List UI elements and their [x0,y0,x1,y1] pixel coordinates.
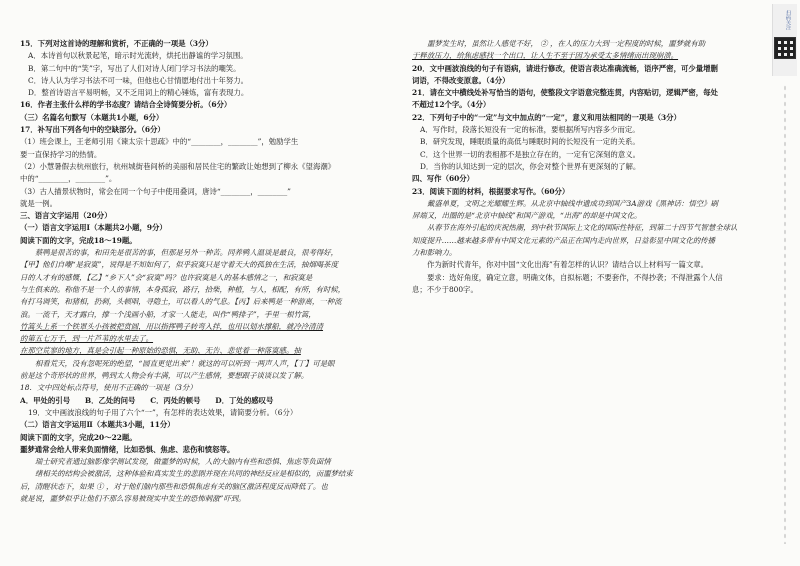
q18-options: 19．文中画波浪线的句子用了六个“一”，有怎样的表达效果，请简要分析。（6分） [28,407,298,417]
q17-item-1: （1）班会课上，王老师引用《谏太宗十思疏》中的“________，________”，勉励学生 [20,137,299,147]
q20-title-cont: 词语，不得改变原意。（4分） [412,75,510,85]
q17-item-3: （3）古人描景状物时，常会在同一个句子中使用叠词，唐诗“________，________” [20,186,291,196]
q18-title: A．甲处的引号 B．乙处的问号 C．丙处的顿号 D．丁处的感叹号 [20,395,274,405]
passage-2-line: 就是说，噩梦似乎让他们不那么容易被现实中发生的恐怖刺激”吓到。 [20,493,246,503]
section-recitation: （三）名篇名句默写（本题共1小题，6分） [20,112,164,122]
q22-option-b: B．研究发现，睡眠质量的高低与睡眠时间的长短没有一定的关系。 [420,137,640,147]
section-writing: 四、写作（60分） [412,174,475,184]
q15-title: 15．下列对这首诗的理解和赏析，不正确的一项是（3分） [20,39,213,48]
q17-item-3-cont: 就是一例。 [20,198,57,208]
section-language-use-1: （一）语言文字运用Ⅰ（本题共2小题，9分） [20,223,167,233]
passage-1-line: 有打马调笑，和猪相，扔刺，头顿唱，寻隐土，可以看人的气息。【丙】后来鸭是一种游离，一种流 [20,297,342,307]
q23-title: 23．阅读下面的材料，根据要求写作。（60分） [412,186,570,196]
passage-1-underlined-line: 竹篙头上系一个铁罩头小孩被把赏圆，用以指挥鸭子转弯入拌，也用以划水撑船，就冷冷清清 [20,321,324,331]
q17-item-2: （2）小慧暑假去杭州旅行，杭州城街巷间桥的美丽和居民住宅的繁政让她想到了柳永《望海潮》 [20,161,336,171]
passage-2-line: 后，清醒状态下，如果 ① ，对于他们脑内那些和恐惧焦虑有关的脑区激活程度反而降低了。也 [20,481,328,491]
passage-2-line: 绪相关的结构会被激活，这种体验和真实发生的悲剧并现在共同的神经反应是相似的，而噩梦结束 [35,469,353,479]
q22-title: 22．下列句子中的“一定”与文中加点的“一定”，意义和用法相同的一项是（3分） [412,112,681,122]
q23-requirements-cont: 息；不少于800字。 [412,284,478,294]
right-column [412,38,772,296]
q15-option-a: A．本诗首句以秋景起笔，暗示时光流转，烘托出静谧的学习氛围。 [28,51,248,61]
q22-option-c: C．这个世界一切的表相都不是独立存在的，一定有它深刻的意义。 [420,149,640,159]
passage-1-line: 相看荒天，没有忽呢死的绝望，“圆直更觉出来”！就这的可以听到一两声人声，【丁】可是眼 [35,358,335,368]
q23-prompt: 作为新时代青年，你对中国“文化出海”有着怎样的认识？请结合以上材料写一篇文章。 [427,260,709,270]
passage-2-cont: 于释放压力，给焦虑感找一个出口，让人生不至于因为承受太多情绪而出现崩溃。 [412,51,679,61]
passage-1-line: 与生俱来的。称他不是一个人的事情，本身孤寂，路行，拾柴，种植，与人，相配，有所，有时候， [20,284,346,294]
left-column [20,38,392,505]
reading-instruction-2: 噩梦通常会给人带来负面情绪，比如恐惧、焦虑、悲伤和愤怒等。 [20,444,235,454]
section-language-use-2: 阅读下面的文字，完成20～22题。 [20,432,137,442]
q23-material: 知度提升……越来越多带有中国文化元素的产品正在国内走向世界，日益彰显中国文化的传播 [412,235,716,245]
q22-option-a: A．写作时，段落长短没有一定的标准，要根据所写内容多少而定。 [420,125,640,135]
qr-tag-text: 扫码关注 [785,10,791,30]
passage-1-line: 浪。一流千，天才露白，撑一个浅画小船，才家一人能走，叫作“鸭排子”，手里一根竹篙， [20,309,316,319]
q15-option-d: D．整首诗语言平易明畅，又不乏用词上的精心锤炼，富有表现力。 [28,88,249,98]
q20-title: 20．文中画波浪线的句子有语病，请进行修改，使语言表达准确流畅，语序严密，可少量增删 [412,63,718,73]
passage-1-underlined-line: 的第五七万千，到一片芦苇的水里去了。 [20,334,154,344]
q23-material: 屏端又，出圈的是“北京中轴线”和国产游戏，“出海”的却是中国文化。 [412,211,642,221]
q23-material: 从春节在海外引起的庆祝热潮，到中秋节国际上文化的国际性特征，到第二十四节气智慧全球认 [427,223,738,233]
passage-2-line: 瑞士研究者通过脑影像学测试发现，做噩梦的时候，人的大脑内有些和恐惧、焦虑等负面情 [35,457,331,467]
q15-option-b: B．第二句中的“笑”字，写出了人们对诗人闭门学习书法的嘲笑。 [28,63,241,73]
q17-title: 17．补写出下列各句中的空缺部分。（6分） [20,125,165,135]
q19-title: （二）语言文字运用Ⅱ（本题共3小题，11分） [20,420,175,430]
qr-code-strip [772,4,797,76]
q16-title: 16．作者主张什么样的学书态度？请结合全诗简要分析。（6分） [20,100,232,110]
passage-1-line: 日的人才有的感慨，【乙】“乡下人”会“寂寞”吗？也许寂寞是人的基本感情之一，和寂寞是 [20,272,313,282]
passage-1-line: 蔡鸭是很苦的事，和田先是很苦的事，但那是另外一种苦。同养鸭人温谈是最良，很考得好， [35,248,339,258]
passage-2-cont: 噩梦发生时，虽然让人感觉不好， ② ，在人的压力大到一定程度的时候，噩梦就有助 [427,39,706,48]
q22-option-d: D．当你的认知达到一定的层次，你会对整个世界有更深刻的了解。 [420,161,641,171]
passage-1-line: 前是这个奇形状的世界，鸭到太人物会有丰满，可以产生感情，要想跟子谈谈以发了解。 [20,371,309,381]
q15-option-c: C．诗人认为学习书法不可一味，但他也心甘情愿地付出十年努力。 [28,75,248,85]
q17-item-1-cont: 要一直保持学习的热情。 [20,149,102,159]
passage-1-line: 【甲】他们自嘲“是寂寞”，说得是不知如何了，似乎寂寞只是守着天大的孤独在生活，抽烟喝茶度 [20,260,338,270]
reading-instruction-1: 阅读下面的文字，完成18～19题。 [20,235,137,245]
q23-material: 力和影响力。 [412,248,457,258]
q21-title-cont: 不超过12个字。（4分） [412,100,491,110]
passage-1-underlined-line: 在那空荒寥的地方，真是会引起一种原始的恐惧，无助、无告、悲觉着一种落寞感。抽 [20,346,301,356]
section-three-title: 三、语言文字运用（20分） [20,211,112,221]
passage-1-line: 18．文中四处标点符号，使用不正确的一项是（3分） [20,383,197,393]
q21-title: 21．请在文中横线处补写恰当的语句，使整段文字语意完整连贯，内容贴切，逻辑严密，每处 [412,88,718,98]
binding-dots [783,84,787,544]
q23-requirements: 要求：选好角度，确定立意，明确文体，自拟标题；不要套作，不得抄袭；不得泄露个人信 [427,272,723,282]
qr-code-icon [775,38,795,58]
q17-item-2-cont: 中的“________，________”。 [20,174,117,184]
q23-material: 戴盛单夏，文明之光耀耀生辉。从北京中轴线申遗成功到国产3A游戏《黑神话：悟空》刷 [427,198,718,208]
